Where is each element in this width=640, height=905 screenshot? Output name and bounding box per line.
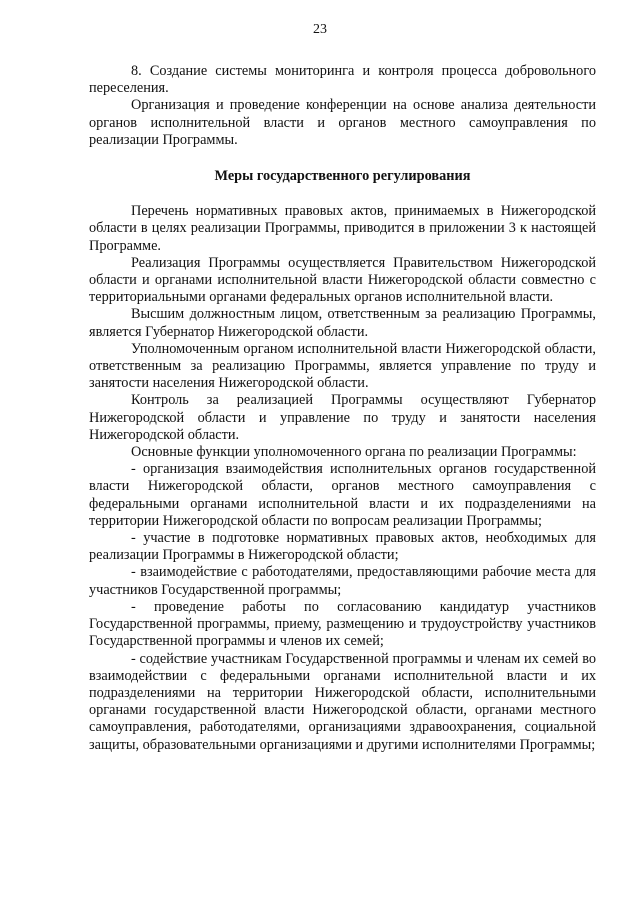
normative-acts-paragraph: Перечень нормативных правовых актов, принимаемых в Нижегородской области в целях реализации Программы, приводится в приложении 3 к настоящей Программе. (89, 203, 596, 254)
implementation-paragraph: Реализация Программы осуществляется Правительством Нижегородской области и органами исполнительной власти Нижегородской области совместно с территориальными органами федеральных органов исполнительной власти. (89, 254, 596, 306)
authorized-body-paragraph: Уполномоченным органом исполнительной власти Нижегородской области, ответственным за реализацию Программы, является управление по труду и занятости населения Нижегородской области. (89, 340, 596, 392)
functions-intro-paragraph: Основные функции уполномоченного органа по реализации Программы: (131, 444, 577, 461)
control-paragraph: Контроль за реализацией Программы осуществляют Губернатор Нижегородской области и управление по труду и занятости населения Нижегородской области. (89, 392, 596, 443)
section-heading: Меры государственного регулирования (214, 168, 471, 185)
page-body (89, 63, 596, 754)
function-item: - взаимодействие с работодателями, предоставляющими рабочие места для участников Государственной программы; (89, 564, 596, 598)
function-item: - участие в подготовке нормативных правовых актов, необходимых для реализации Программы в Нижегородской области; (89, 530, 596, 564)
function-item: - организация взаимодействия исполнительных органов государственной власти Нижегородской области, органов местного самоуправления с федеральными органами исполнительной власти и их подразделениями на территории Нижегородской области по вопросам реализации Программы; (89, 461, 596, 529)
page-number: 23 (313, 22, 327, 37)
responsible-official-paragraph: Высшим должностным лицом, ответственным за реализацию Программы, является Губернатор Нижегородской области. (89, 306, 596, 340)
function-item: - содействие участникам Государственной программы и членам их семей во взаимодействии с федеральными органами исполнительной власти и их подразделениями на территории Нижегородской области, исполнительными органами государственной власти Нижегородской области, органами местного самоуправления, работодателями, организациями здравоохранения, социальной защиты, образовательными организациями и другими исполнителями Программы; (89, 650, 596, 753)
conference-paragraph: Организация и проведение конференции на основе анализа деятельности органов исполнительной власти и органов местного самоуправления по реализации Программы. (89, 97, 596, 148)
item-8-paragraph: 8. Создание системы мониторинга и контроля процесса добровольного переселения. (89, 63, 596, 97)
function-item: - проведение работы по согласованию кандидатур участников Государственной программы, приему, размещению и трудоустройству участников Государственной программы и членов их семей; (89, 598, 596, 650)
